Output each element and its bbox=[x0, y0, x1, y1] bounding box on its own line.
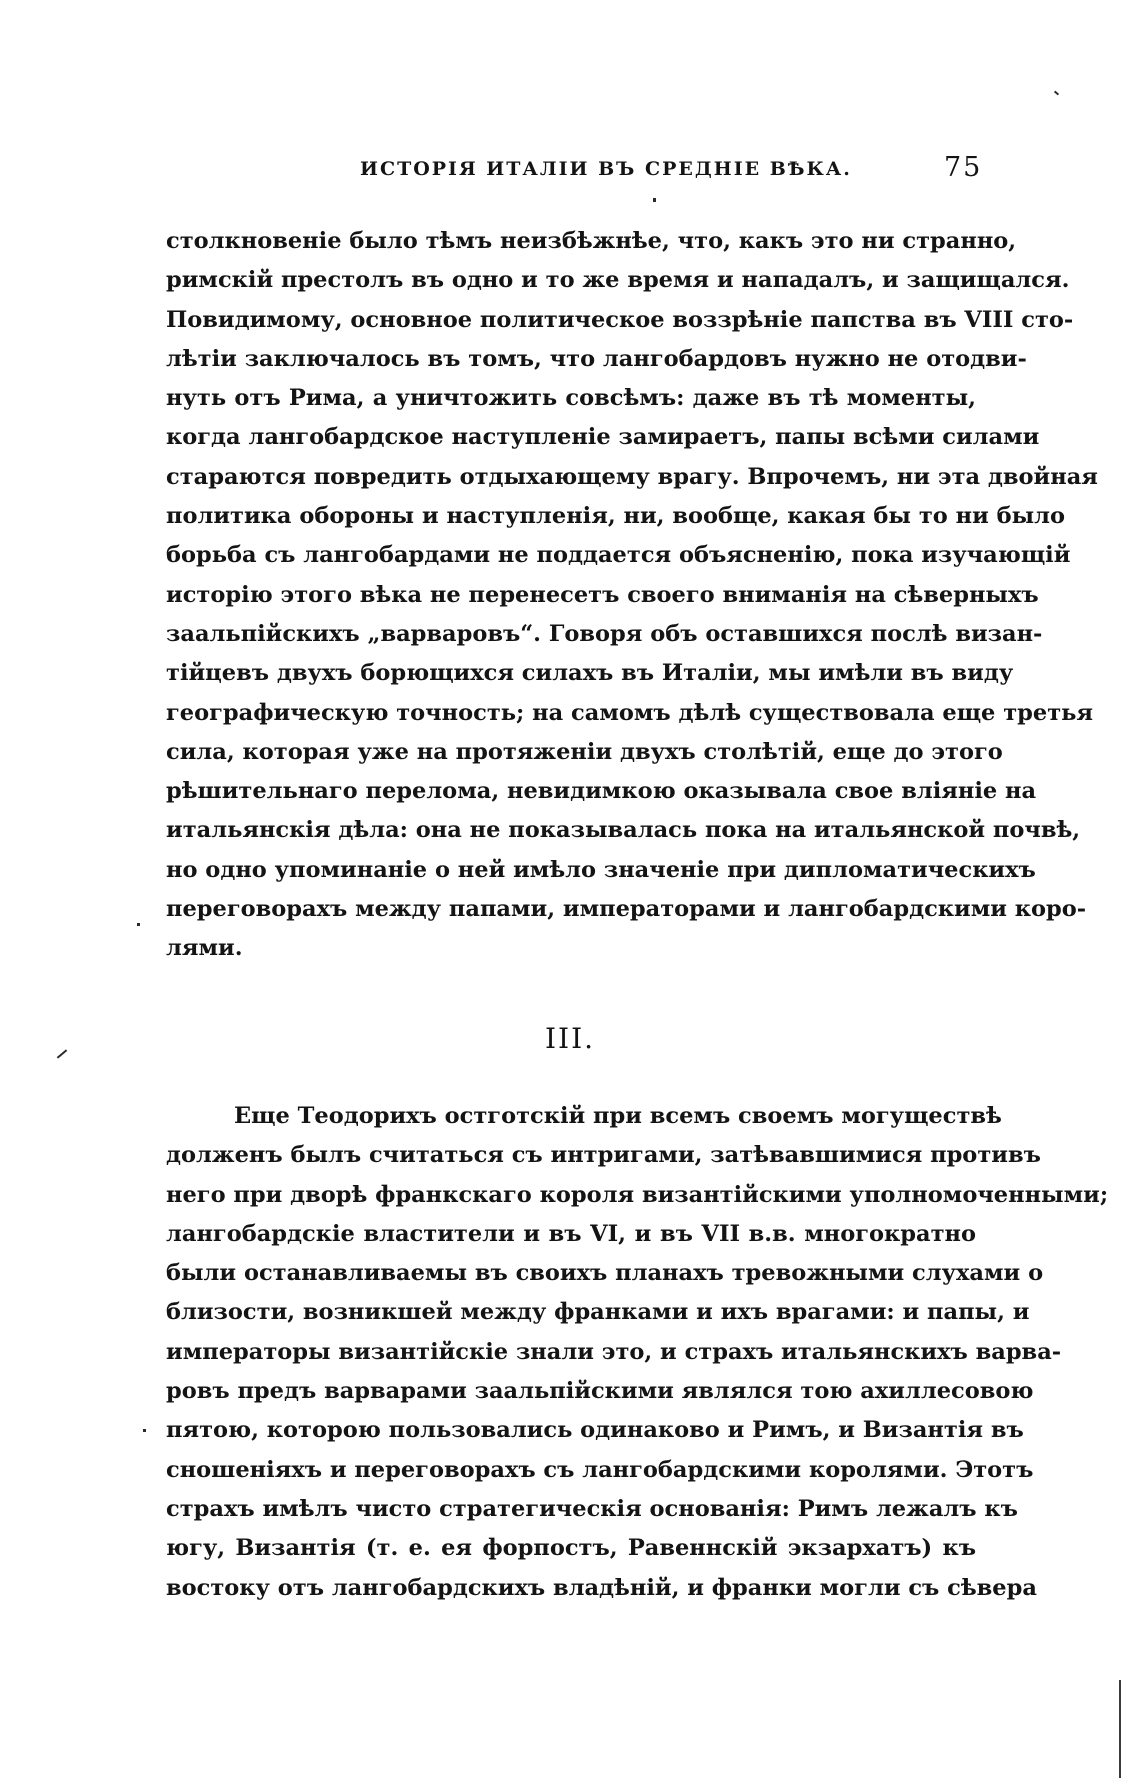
text-line: долженъ былъ считаться съ интригами, затѣвавшимися противъ bbox=[166, 1142, 1041, 1169]
paragraph-continued bbox=[166, 222, 1098, 969]
text-line: Еще Теодорихъ остготскій при всемъ своемъ могуществѣ bbox=[234, 1103, 1002, 1129]
text-line: лями. bbox=[166, 935, 243, 962]
text-line: востоку отъ лангобардскихъ владѣній, и франки могли съ сѣвера bbox=[166, 1574, 1037, 1601]
scan-speck bbox=[137, 923, 140, 926]
text-line: него при дворѣ франкскаго короля византійскими уполномоченными; bbox=[166, 1181, 1109, 1208]
text-line: пятою, которою пользовались одинаково и Римъ, и Византія въ bbox=[166, 1417, 1024, 1444]
text-line: римскій престолъ въ одно и то же время и нападалъ, и защищался. bbox=[166, 267, 1070, 294]
text-line: лангобардскіе властители и въ VI, и въ VII в.в. многократно bbox=[166, 1220, 976, 1247]
text-line: стараются повредить отдыхающему врагу. Впрочемъ, ни эта двойная bbox=[166, 463, 1098, 490]
text-line: политика обороны и наступленія, ни, вообще, какая бы то ни было bbox=[166, 503, 1066, 530]
text-line: нуть отъ Рима, а уничтожить совсѣмъ: даже въ тѣ моменты, bbox=[166, 385, 976, 412]
text-line: тійцевъ двухъ борющихся силахъ въ Италіи, мы имѣли въ виду bbox=[166, 660, 1014, 687]
text-line: были останавливаемы въ своихъ планахъ тревожными слухами о bbox=[166, 1260, 1044, 1287]
text-line: Повидимому, основное политическое воззрѣніе папства въ VIII сто- bbox=[166, 306, 1074, 333]
page-number: 75 bbox=[944, 152, 983, 183]
text-line: когда лангобардское наступленіе замираетъ, папы всѣми силами bbox=[166, 424, 1040, 451]
text-line: императоры византійскіе знали это, и страхъ итальянскихъ варва- bbox=[166, 1338, 1062, 1365]
scan-speck bbox=[653, 198, 656, 202]
running-head-title: ИСТОРІЯ ИТАЛІИ ВЪ СРЕДНІЕ ВѢКА. bbox=[360, 158, 852, 180]
section-heading: III. bbox=[544, 1022, 596, 1055]
paragraph-section-3 bbox=[166, 1097, 1109, 1608]
text-line: итальянскія дѣла: она не показывалась пока на итальянской почвѣ, bbox=[166, 817, 1081, 844]
text-line: переговорахъ между папами, императорами и лангобардскими коро- bbox=[166, 896, 1087, 923]
text-line: географическую точность; на самомъ дѣлѣ существовала еще третья bbox=[166, 699, 1094, 726]
text-line: страхъ имѣлъ чисто стратегическія основанія: Римъ лежалъ къ bbox=[166, 1495, 1018, 1522]
scan-speck bbox=[143, 1429, 146, 1432]
text-line: борьба съ лангобардами не поддается объясненію, пока изучающій bbox=[166, 542, 1071, 569]
text-line: ровъ предъ варварами заальпійскими являлся тою ахиллесовою bbox=[166, 1378, 1034, 1405]
text-line: но одно упоминаніе о ней имѣло значеніе при дипломатическихъ bbox=[166, 856, 1036, 883]
text-line: югу, Византія (т. е. ея форпостъ, Равеннскій экзархатъ) къ bbox=[166, 1535, 976, 1562]
text-line: сила, которая уже на протяженіи двухъ столѣтій, еще до этого bbox=[166, 738, 1003, 765]
text-line: рѣшительнаго перелома, невидимкою оказывала свое вліяніе на bbox=[166, 778, 1037, 805]
text-line: лѣтіи заключалось въ томъ, что лангобардовъ нужно не отодви- bbox=[166, 345, 1027, 372]
text-line: близости, возникшей между франками и ихъ врагами: и папы, и bbox=[166, 1299, 1030, 1326]
scan-speck bbox=[1054, 91, 1059, 96]
text-line: исторію этого вѣка не перенесетъ своего вниманія на сѣверныхъ bbox=[166, 581, 1039, 608]
text-line: столкновеніе было тѣмъ неизбѣжнѣе, что, какъ это ни странно, bbox=[166, 228, 1017, 254]
scan-edge-line bbox=[1119, 1680, 1121, 1778]
text-line: сношеніяхъ и переговорахъ съ лангобардскими королями. Этотъ bbox=[166, 1456, 1034, 1483]
text-line: заальпійскихъ „варваровъ“. Говоря объ оставшихся послѣ визан- bbox=[166, 620, 1043, 647]
